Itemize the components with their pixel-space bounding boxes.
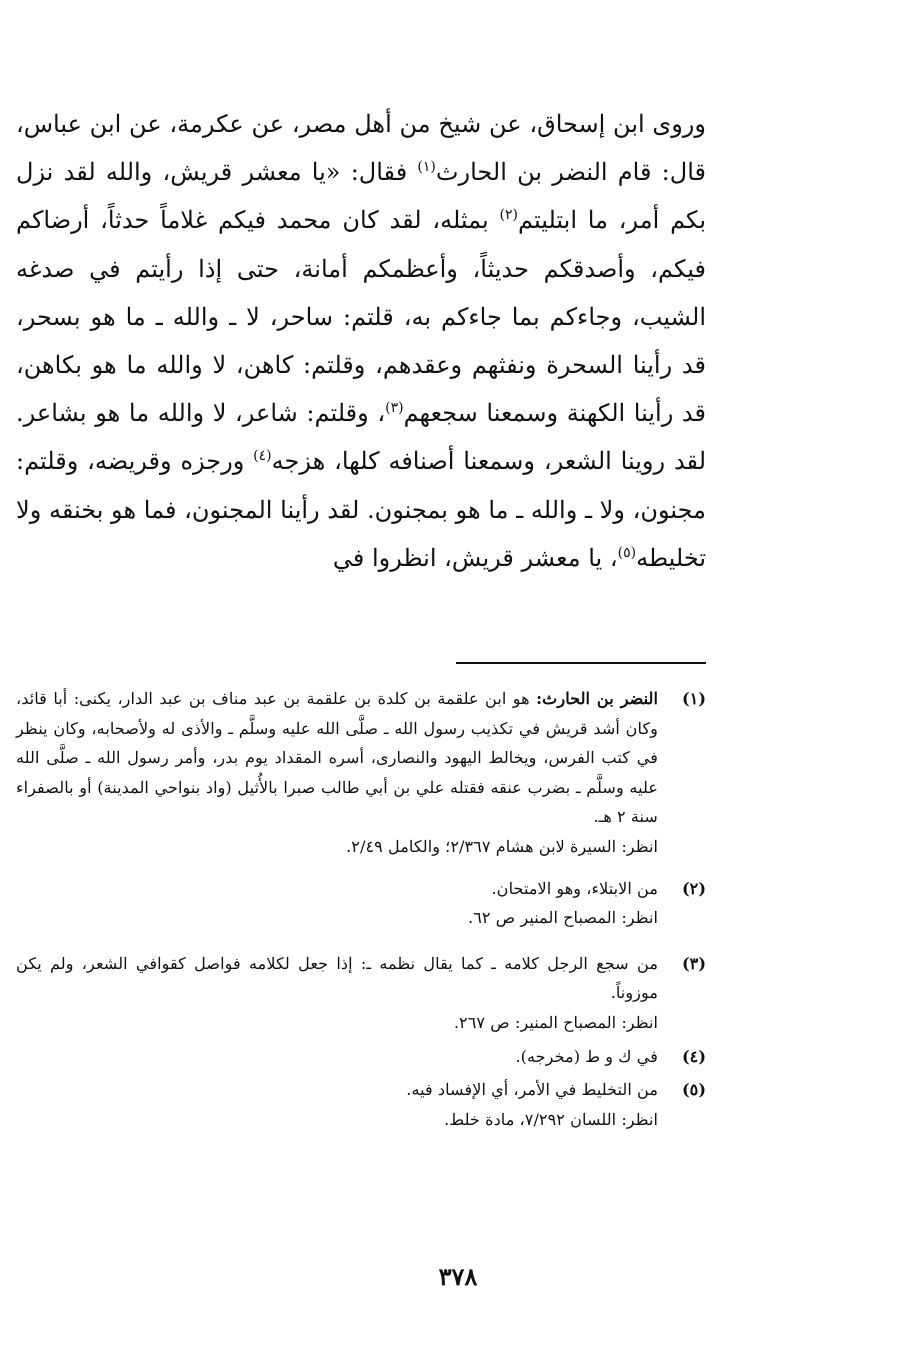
footnote-ref-2[interactable]: (٢) xyxy=(499,207,518,224)
footnote-5 xyxy=(16,1075,706,1134)
text-segment: فقال: «يا معشر قريش، والله لقد نزل بكم أمر، ما ابتليتم xyxy=(16,158,706,235)
footnote-title: النضر بن الحارث: xyxy=(536,689,658,708)
footnote-number: (٤) xyxy=(681,1046,706,1066)
text-segment: بمثله، لقد كان محمد فيكم غلاماً حدثاً، أرضاكم فيكم، وأصدقكم حديثاً، وأعظمكم أمانة، حتى إذا رأيتم في صدغه الشيب، وجاءكم بما جاءكم به، قلتم: ساحر، لا ـ والله ـ ما هو بسحر، قد رأينا السحرة ونفثهم وعقدهم، وقلتم: كاهن، لا والله ما هو بكاهن، قد رأينا الكهنة وسمعنا سجعهم xyxy=(16,206,707,428)
footnote-text: من سجع الرجل كلامه ـ كما يقال نظمه ـ: إذا جعل لكلامه فواصل كقوافي الشعر، ولم يكن موزوناً. xyxy=(16,953,658,1003)
footnote-text xyxy=(16,684,658,832)
footnote-body xyxy=(16,874,658,933)
footnote-ref-5[interactable]: (٥) xyxy=(617,544,637,561)
footnote-4 xyxy=(16,1042,706,1072)
footnote-1 xyxy=(16,684,706,862)
footnote-text-body: هو ابن علقمة بن كلدة بن علقمة بن عبد مناف بن عبد الدار، يكنى: أبا قائد، وكان أشد قريش في تكذيب رسول الله ـ صلَّى الله عليه وسلَّم ـ والأذى له ولأصحابه، وكان ينظر في كتب الفرس، ويخالط اليهود والنصارى، أسره المقداد يوم بدر، وأمر رسول الله ـ صلَّى الله عليه وسلَّم ـ بضرب عنقه فقتله علي بن أبي طالب صبرا بالأُثيل (واد بنواحي المدينة) أو بالصفراء سنة ٢ هـ. xyxy=(16,689,658,827)
footnote-body xyxy=(16,684,658,862)
footnote-3 xyxy=(16,949,706,1038)
footnote-ref-4[interactable]: (٤) xyxy=(253,448,272,465)
footnote-number: (٣) xyxy=(681,953,706,973)
footnote-number: (٥) xyxy=(681,1080,706,1100)
footnote-source: انظر: المصباح المنير ص ٦٢. xyxy=(468,908,658,928)
text-segment: ، وقلتم: شاعر، لا والله ما هو بشاعر. لقد روينا الشعر، وسمعنا أصنافه كلها، هزجه xyxy=(16,399,707,476)
paragraph-text xyxy=(16,100,706,582)
footnote-source: انظر: اللسان ٧/٢٩٢، مادة خلط. xyxy=(444,1109,658,1129)
footnotes-section xyxy=(16,684,706,1134)
text-segment: ، يا معشر قريش، انظروا في xyxy=(332,543,618,572)
footnote-2 xyxy=(16,874,706,933)
footnote-ref-3[interactable]: (٣) xyxy=(385,400,404,417)
text-segment: وروى ابن إسحاق، عن شيخ من أهل مصر، عن عكرمة، عن ابن عباس، قال: قام النضر بن الحارث xyxy=(16,110,706,187)
footnote-body xyxy=(16,1042,658,1072)
footnote-number: (١) xyxy=(681,689,706,708)
footnote-source: انظر: المصباح المنير: ص ٢٦٧. xyxy=(453,1012,658,1032)
footnote-body xyxy=(16,1075,658,1134)
text-segment: ورجزه وقريضه، وقلتم: مجنون، ولا ـ والله ـ ما هو بمجنون. لقد رأينا المجنون، فما هو بخنقه ولا تخليطه xyxy=(16,447,706,572)
footnote-separator xyxy=(456,662,706,664)
main-paragraph xyxy=(16,100,706,582)
footnote-text: من التخليط في الأمر، أي الإفساد فيه. xyxy=(406,1080,658,1100)
footnote-text: في ك و ط (مخرجه). xyxy=(515,1046,658,1066)
footnote-number: (٢) xyxy=(681,878,706,898)
footnote-ref-1[interactable]: (١) xyxy=(417,159,436,176)
footnote-text: من الابتلاء، وهو الامتحان. xyxy=(491,878,658,898)
page-number: ٣٧٨ xyxy=(438,1262,478,1291)
footnote-body xyxy=(16,949,658,1038)
footnote-source: انظر: السيرة لابن هشام ٢/٣٦٧؛ والكامل ٢/٤٩. xyxy=(346,836,658,856)
